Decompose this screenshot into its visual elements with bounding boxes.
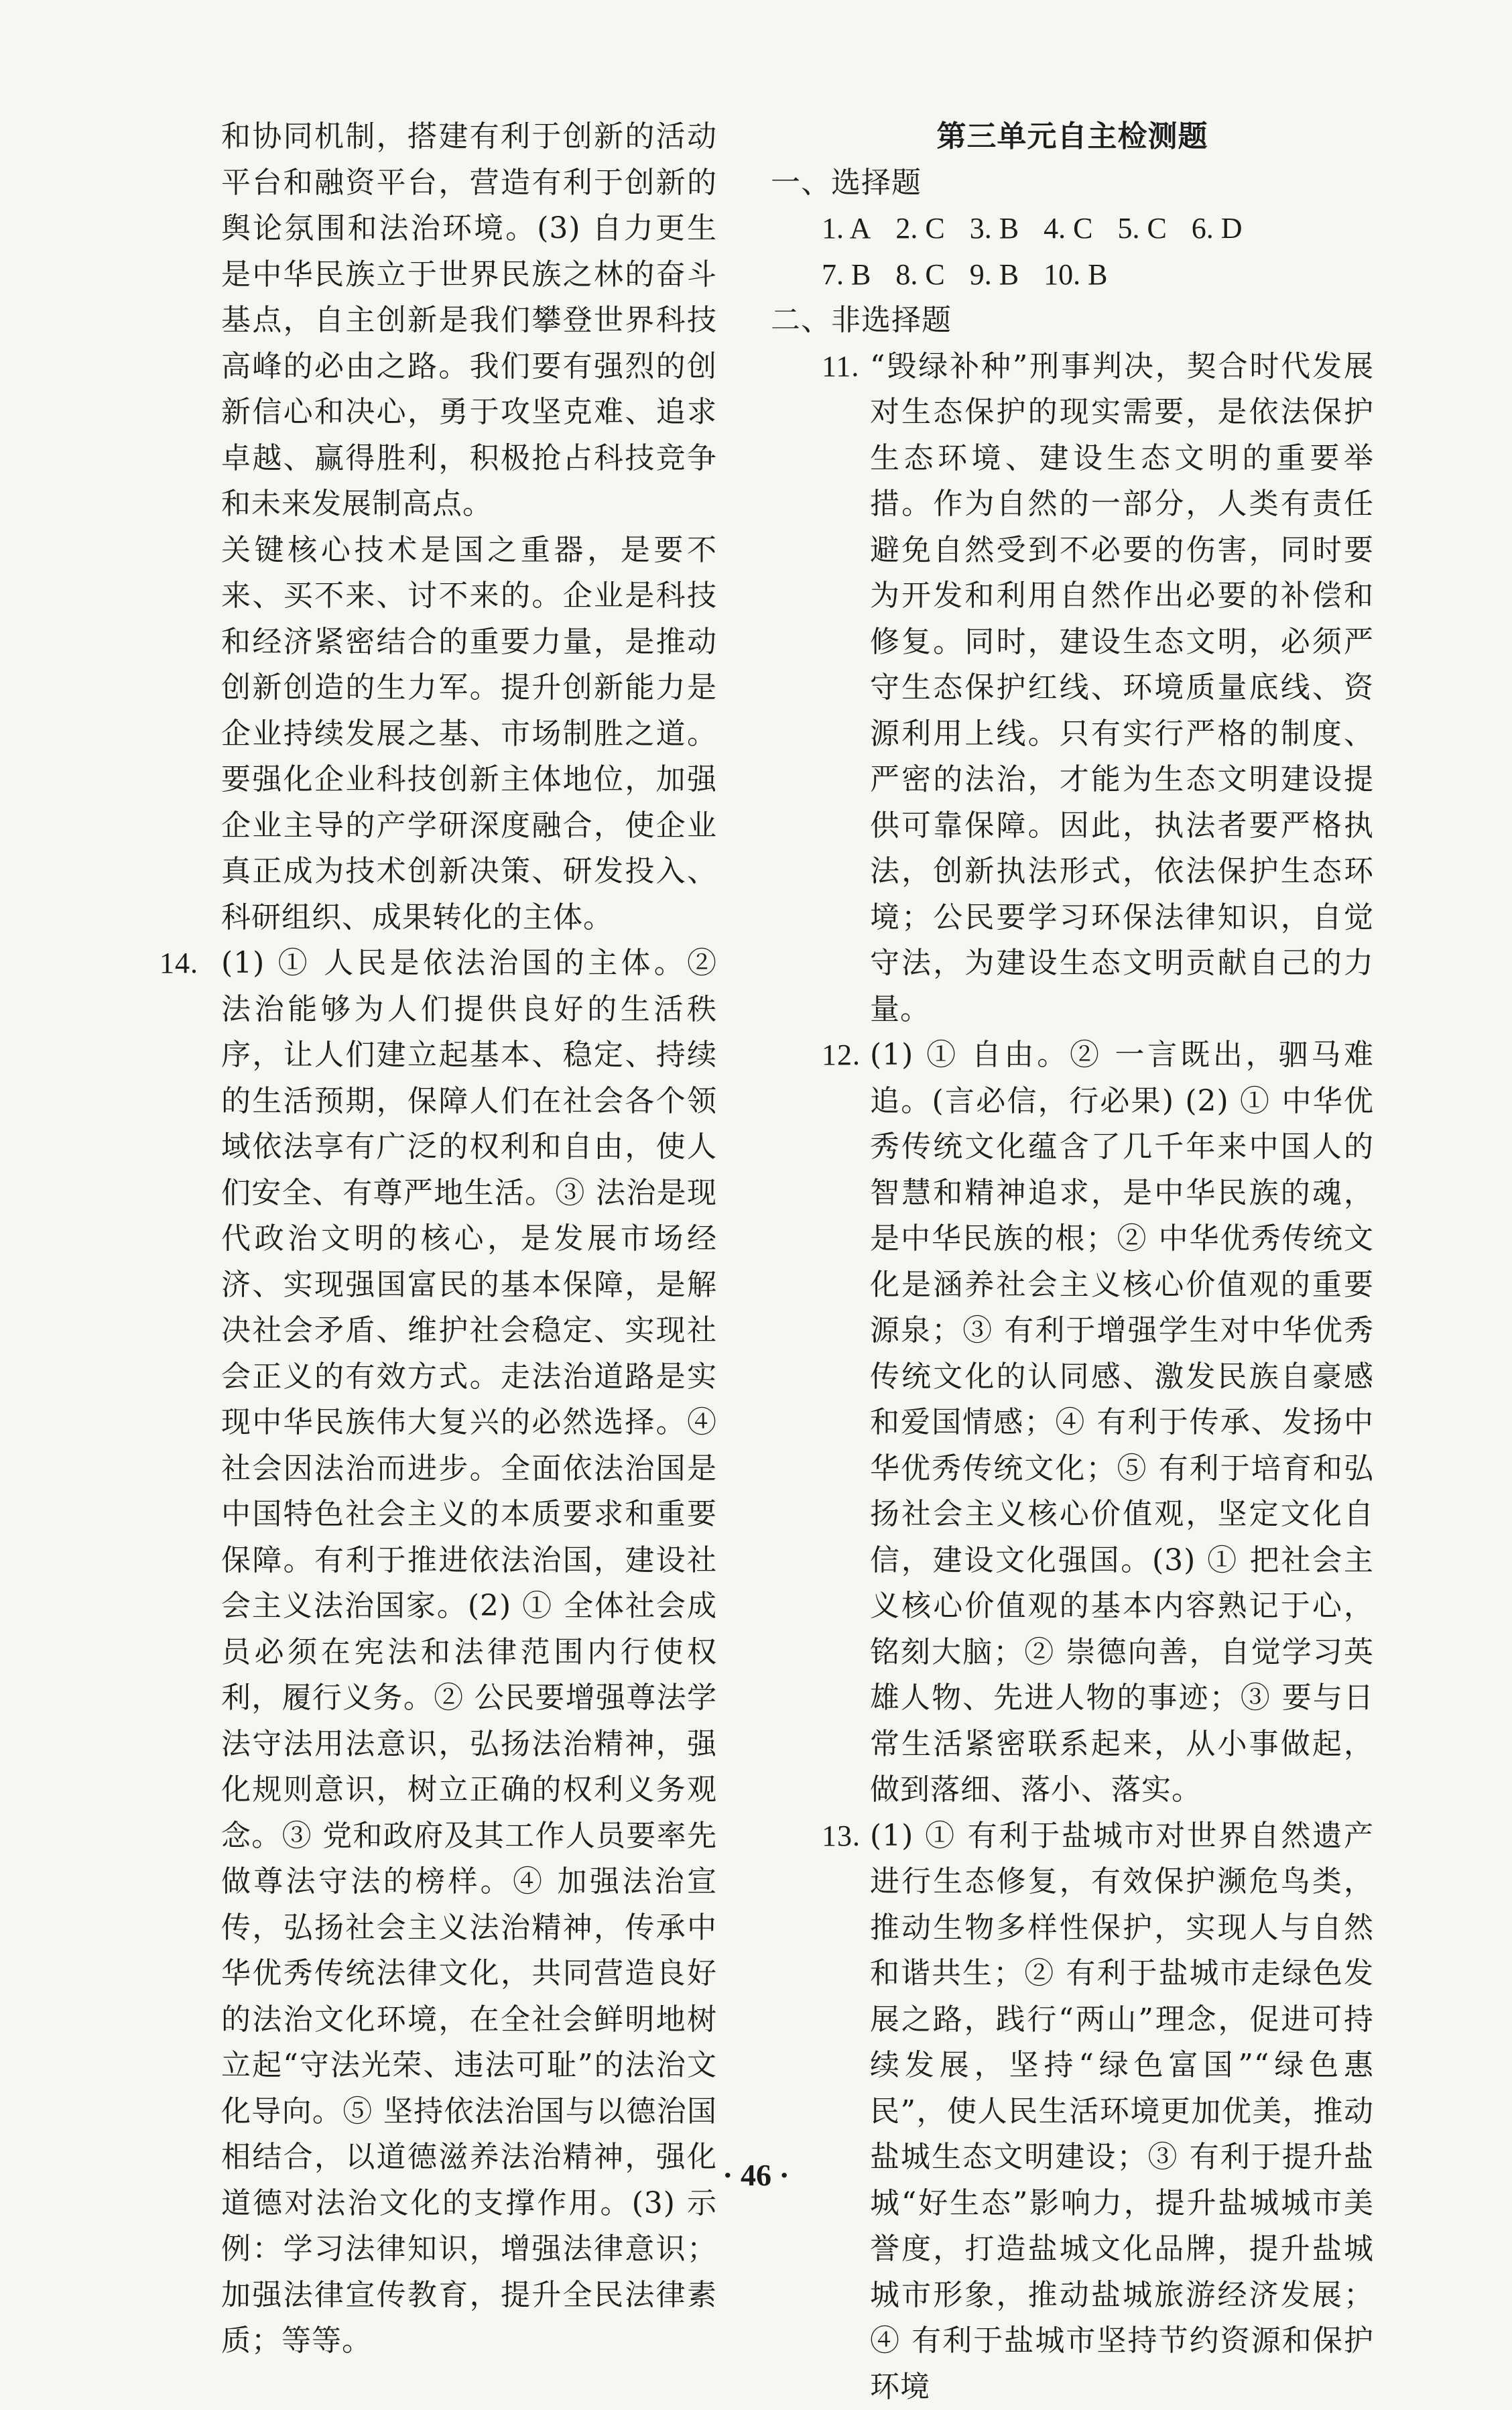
- item-text: “毁绿补种”刑事判决，契合时代发展对生态保护的现实需要，是依法保护生态环境、建设生态文明的重要举措。作为自然的一部分，人类有责任避免自然受到不必要的伤害，同时要为开发和利用自然作出必要的补偿和修复。同时，建设生态文明，必须严守生态保护红线、环境质量底线、资源利用上线。只有实行严格的制度、严密的法治，才能为生态文明建设提供可靠保障。因此，执法者要严格执法，创新执法形式，依法保护生态环境；公民要学习环保法律知识，自觉守法，为建设生态文明贡献自己的力量。: [870, 344, 1374, 1033]
- page-number: · 46 ·: [0, 2157, 1512, 2193]
- key-tech-paragraph: 关键核心技术是国之重器，是要不来、买不来、讨不来的。企业是科技和经济紧密结合的重要力量，是推动创新创造的生力军。提升创新能力是企业持续发展之基、市场制胜之道。要强化企业科技创新主体地位，加强企业主导的产学研深度融合，使企业真正成为技术创新决策、研发投入、科研组织、成果转化的主体。: [160, 528, 717, 941]
- choice-answer: 3. B: [970, 212, 1019, 245]
- item-number: 11.: [822, 344, 859, 390]
- answer-item-13: [771, 1813, 1374, 2410]
- choice-answer: 2. C: [895, 212, 944, 245]
- choice-answer: 7. B: [822, 258, 871, 291]
- answer-item-14: [160, 941, 717, 2364]
- answer-item-11: [771, 344, 1374, 1033]
- right-column: [771, 114, 1374, 2410]
- choice-answer: 6. D: [1192, 212, 1243, 245]
- item-13-continuation: 和协同机制，搭建有利于创新的活动平台和融资平台，营造有利于创新的舆论氛围和法治环境。(3) 自力更生是中华民族立于世界民族之林的奋斗基点，自主创新是我们攀登世界科技高峰的必由之路。我们要有强烈的创新信心和决心，勇于攻坚克难、追求卓越、赢得胜利，积极抢占科技竞争和未来发展制高点。: [160, 114, 717, 528]
- choice-answer: 10. B: [1044, 258, 1107, 291]
- item-number: 14.: [160, 941, 198, 987]
- item-number: 13.: [822, 1813, 861, 1860]
- item-text: (1) ① 有利于盐城市对世界自然遗产进行生态修复，有效保护濒危鸟类，推动生物多样性保护，实现人与自然和谐共生；② 有利于盐城市走绿色发展之路，践行“两山”理念，促进可持续发展，坚持“绿色富国”“绿色惠民”，使人民生活环境更加优美，推动盐城生态文明建设；③ 有利于提升盐城“好生态”影响力，提升盐城城市美誉度，打造盐城文化品牌，提升盐城城市形象，推动盐城旅游经济发展；④ 有利于盐城市坚持节约资源和保护环境: [870, 1813, 1374, 2410]
- choice-answers-row-1: [771, 206, 1374, 252]
- choice-answer: 8. C: [895, 258, 944, 291]
- item-text: (1) ① 人民是依法治国的主体。② 法治能够为人们提供良好的生活秩序，让人们建立起基本、稳定、持续的生活预期，保障人们在社会各个领域依法享有广泛的权利和自由，使人们安全、有尊严地生活。③ 法治是现代政治文明的核心，是发展市场经济、实现强国富民的基本保障，是解决社会矛盾、维护社会稳定、实现社会正义的有效方式。走法治道路是实现中华民族伟大复兴的必然选择。④ 社会因法治而进步。全面依法治国是中国特色社会主义的本质要求和重要保障。有利于推进依法治国，建设社会主义法治国家。(2) ① 全体社会成员必须在宪法和法律范围内行使权利，履行义务。② 公民要增强尊法学法守法用法意识，弘扬法治精神，强化规则意识，树立正确的权利义务观念。③ 党和政府及其工作人员要率先做尊法守法的榜样。④ 加强法治宣传，弘扬社会主义法治精神，传承中华优秀传统法律文化，共同营造良好的法治文化环境，在全社会鲜明地树立起“守法光荣、违法可耻”的法治文化导向。⑤ 坚持依法治国与以德治国相结合，以道德滋养法治精神，强化道德对法治文化的支撑作用。(3) 示例：学习法律知识，增强法律意识；加强法律宣传教育，提升全民法律素质；等等。: [221, 941, 717, 2364]
- section-heading-choice: 一、选择题: [771, 160, 1374, 206]
- answer-item-12: [771, 1032, 1374, 1813]
- choice-answers-row-2: [771, 252, 1374, 298]
- choice-answer: 5. C: [1117, 212, 1166, 245]
- item-number: 12.: [822, 1032, 861, 1079]
- choice-answer: 9. B: [970, 258, 1019, 291]
- choice-answer: 4. C: [1044, 212, 1092, 245]
- left-column: [160, 114, 717, 2364]
- section-heading-nonchoice: 二、非选择题: [771, 298, 1374, 344]
- unit-title: 第三单元自主检测题: [771, 114, 1374, 160]
- choice-answer: 1. A: [822, 212, 871, 245]
- item-text: (1) ① 自由。② 一言既出，驷马难追。(言必信，行必果) (2) ① 中华优秀传统文化蕴含了几千年来中国人的智慧和精神追求，是中华民族的魂，是中华民族的根；② 中华优秀传统文化是涵养社会主义核心价值观的重要源泉；③ 有利于增强学生对中华优秀传统文化的认同感、激发民族自豪感和爱国情感；④ 有利于传承、发扬中华优秀传统文化；⑤ 有利于培育和弘扬社会主义核心价值观，坚定文化自信，建设文化强国。(3) ① 把社会主义核心价值观的基本内容熟记于心，铭刻大脑；② 崇德向善，自觉学习英雄人物、先进人物的事迹；③ 要与日常生活紧密联系起来，从小事做起，做到落细、落小、落实。: [870, 1032, 1374, 1813]
